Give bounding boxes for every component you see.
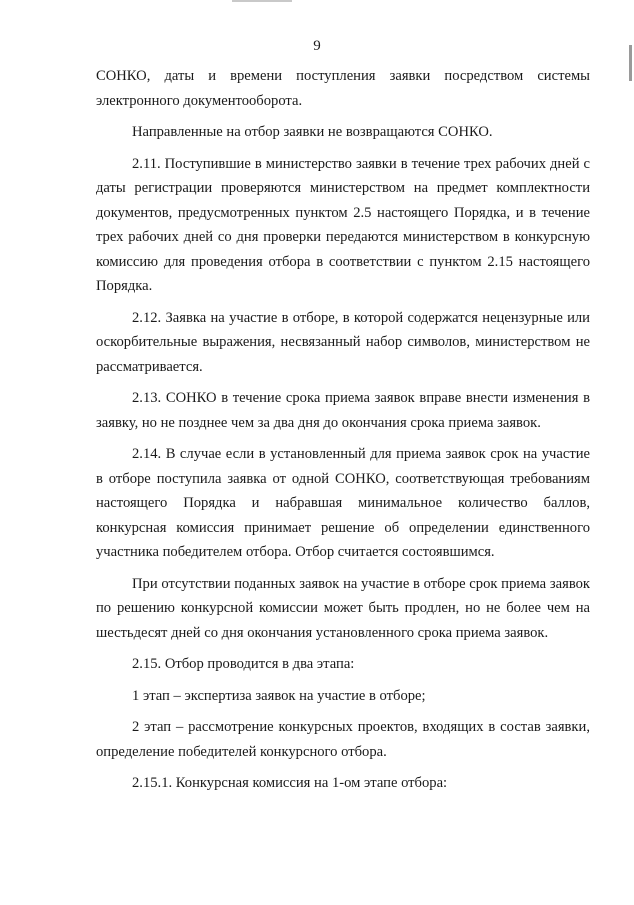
page-number: 9 bbox=[313, 38, 321, 54]
scan-artifact bbox=[232, 0, 292, 2]
paragraph-2-13: 2.13. СОНКО в течение срока приема заявок вправе внести изменения в заявку, но не позднее чем за два дня до окончания срока приема заявок. bbox=[96, 390, 590, 431]
paragraph-2-14: 2.14. В случае если в установленный для приема заявок срок на участие в отборе поступила заявка от одной СОНКО, соответствующая требованиям настоящего Порядка и набравшая минимальное количество баллов, конкурсная комиссия принимает решение об определении единственного участника победителем отбора. Отбор считается состоявшимся. bbox=[96, 446, 590, 560]
list-item-stage-1: 1 этап – экспертиза заявок на участие в отборе; bbox=[132, 687, 426, 704]
paragraph: Направленные на отбор заявки не возвращаются СОНКО. bbox=[132, 124, 493, 140]
paragraph-2-12: 2.12. Заявка на участие в отборе, в которой содержатся нецензурные или оскорбительные выражения, несвязанный набор символов, министерством не рассматривается. bbox=[96, 309, 590, 375]
list-item-stage-2: 2 этап – рассмотрение конкурсных проектов, входящих в состав заявки, определение победителей конкурсного отбора. bbox=[96, 719, 590, 760]
paragraph: При отсутствии поданных заявок на участие в отборе срок приема заявок по решению конкурсной комиссии может быть продлен, но не более чем на шестьдесят дней со дня окончания установленного срока приема заявок. bbox=[96, 575, 590, 641]
document-body bbox=[96, 64, 590, 803]
paragraph-2-15-1: 2.15.1. Конкурсная комиссия на 1-ом этапе отбора: bbox=[132, 775, 448, 791]
paragraph-continuation: СОНКО, даты и времени поступления заявки посредством системы электронного документооборота. bbox=[96, 68, 590, 109]
paragraph-2-11: 2.11. Поступившие в министерство заявки в течение трех рабочих дней с даты регистрации проверяются министерством на предмет комплектности документов, предусмотренных пунктом 2.5 настоящего Порядка, и в течение трех рабочих дней со дня проверки передаются министерством в конкурсную комиссию для проведения отбора в соответствии с пунктом 2.15 настоящего Порядка. bbox=[96, 155, 590, 294]
paragraph-2-15: 2.15. Отбор проводится в два этапа: bbox=[132, 656, 355, 672]
